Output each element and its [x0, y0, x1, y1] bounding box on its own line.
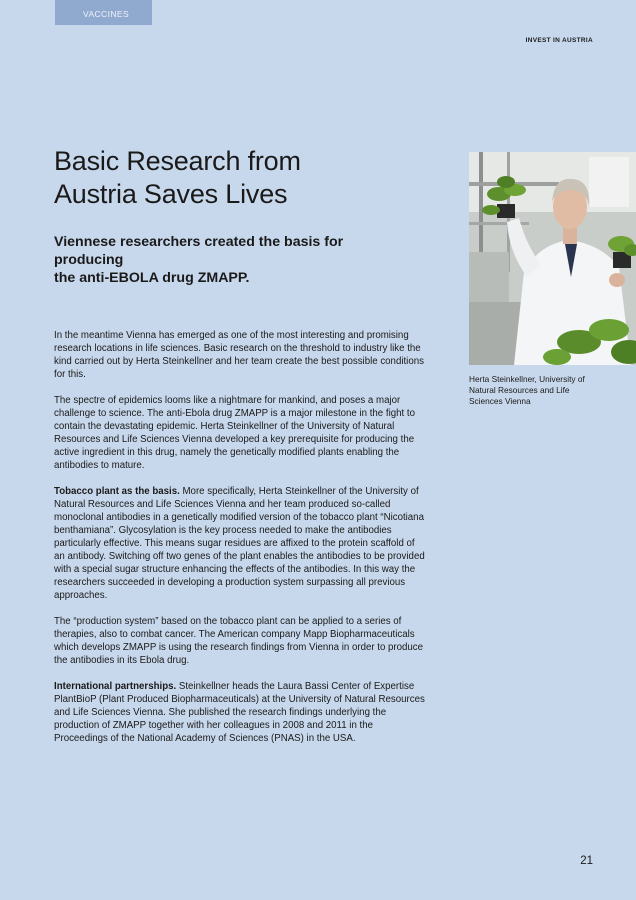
article-body — [54, 329, 426, 758]
section-tab-label: VACCINES — [83, 9, 130, 19]
title-line-1: Basic Research from — [54, 146, 301, 176]
photo-caption: Herta Steinkellner, University of Natural Resources and Life Sciences Vienna — [469, 374, 585, 406]
page-number: 21 — [580, 855, 593, 867]
publication-brand: INVEST IN AUSTRIA — [525, 37, 593, 44]
partnerships-text: Steinkellner heads the Laura Bassi Center of Expertise PlantBioP (Plant Produced Biopharmaceuticals) at the University of Natural Resources and Life Sciences Vienna. She published the research findings underlying the production of ZMAPP together with her colleagues in 2008 and 2011 in the Proceedings of the National Academy of Sciences (PNAS) in the USA. — [54, 681, 425, 744]
article-subtitle — [54, 233, 414, 287]
researcher-photo — [469, 152, 636, 365]
partnerships-heading: International partnerships. — [54, 681, 177, 692]
article-title — [54, 145, 394, 211]
intro-paragraph: In the meantime Vienna has emerged as one of the most interesting and promising research locations in life sciences. Basic research on the threshold to industry like the kind carried out by Herta Steinkellner and her team create the best possible conditions for this. — [54, 330, 424, 380]
tobacco-heading: Tobacco plant as the basis. — [54, 486, 180, 497]
title-line-2: Austria Saves Lives — [54, 179, 288, 209]
tobacco-text: More specifically, Herta Steinkellner of the University of Natural Resources and Life Sciences Vienna and her team produced so-called monoclonal antibodies in a genetically modified version of the tobacco plant “Nicotiana benthamiana”. Glycosylation is the key process needed to make the antibodies particularly effective. This means sugar residues are affixed to the protein scaffold of an antibody. Switching off two genes of the plant enables the antibodies to be provided with a special sugar structure enhancing the effects of the antibodies. In this way the researchers succeeded in developing a production system surpassing all previous approaches. — [54, 486, 425, 601]
tobacco-paragraph — [54, 485, 426, 602]
subtitle-line-1: Viennese researchers created the basis for producing — [54, 234, 344, 268]
researcher-photo-illustration — [469, 152, 636, 365]
production-paragraph: The “production system” based on the tobacco plant can be applied to a series of therapies, also to combat cancer. The American company Mapp Biopharmaceuticals which develops ZMAPP is using the research findings from Vienna in order to produce the antibodies in its Ebola drug. — [54, 616, 424, 666]
epidemic-paragraph: The spectre of epidemics looms like a nightmare for mankind, and poses a major challenge to science. The anti-Ebola drug ZMAPP is a major milestone in the fight to contain the devastating epidemic. Herta Steinkellner of the University of Natural Resources and Life Sciences Vienna developed a key prerequisite for producing the active ingredient in this drug, namely the genetically modified plants enabling the antibodies to mature. — [54, 395, 415, 471]
section-tab — [55, 0, 152, 25]
partnerships-paragraph — [54, 680, 426, 745]
subtitle-line-2: the anti-EBOLA drug ZMAPP. — [54, 270, 250, 286]
